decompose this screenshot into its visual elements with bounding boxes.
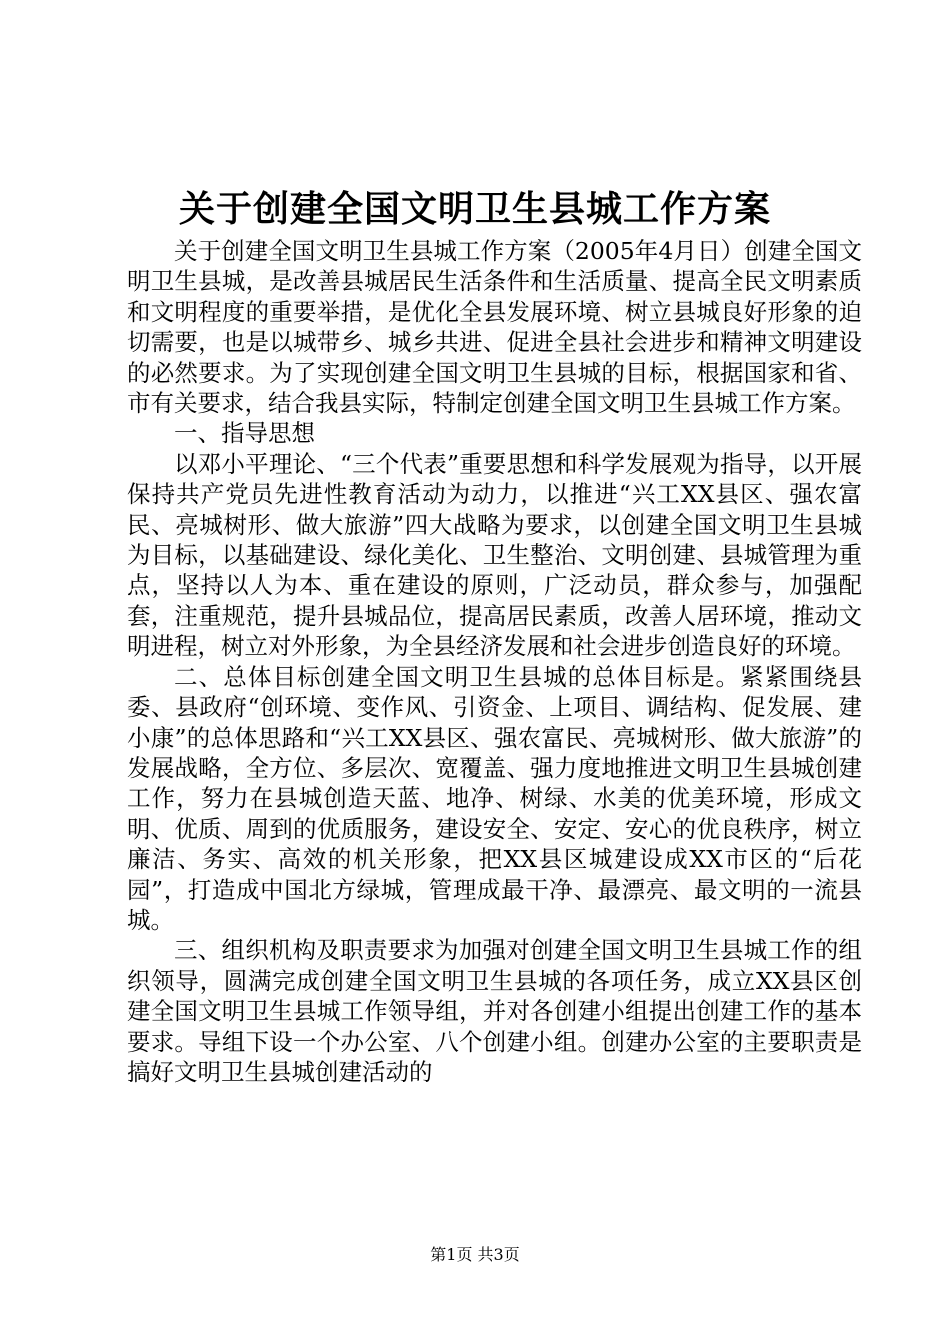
section-heading-guiding-ideology: 一、指导思想: [174, 419, 315, 448]
document-title: 关于创建全国文明卫生县城工作方案: [178, 188, 771, 230]
organization-paragraph: 三、组织机构及职责要求为加强对创建全国文明卫生县城工作的组织领导，圆满完成创建全国文明卫生县城的各项任务，成立XX县区创建全国文明卫生县城工作领导组，并对各创建小组提出创建工作的基本要求。导组下设一个办公室、八个创建小组。创建办公室的主要职责是搞好文明卫生县城创建活动的: [127, 936, 862, 1086]
page-footer: 第1页 共3页: [430, 1245, 520, 1264]
overall-goal-paragraph: 二、总体目标创建全国文明卫生县城的总体目标是。紧紧围绕县委、县政府“创环境、变作风、引资金、上项目、调结构、促发展、建小康”的总体思路和“兴工XX县区、强农富民、亮城树形、做大旅游”的发展战略，全方位、多层次、宽覆盖、强力度地推进文明卫生县城创建工作，努力在县城创造天蓝、地净、树绿、水美的优美环境，形成文明、优质、周到的优质服务，建设安全、安定、安心的优良秩序，树立廉洁、务实、高效的机关形象，把XX县区城建设成XX市区的“后花园”，打造成中国北方绿城，管理成最干净、最漂亮、最文明的一流县城。: [127, 662, 862, 934]
document-body: [127, 236, 862, 1087]
guiding-ideology-paragraph: 以邓小平理论、“三个代表”重要思想和科学发展观为指导，以开展保持共产党员先进性教育活动为动力，以推进“兴工XX县区、强农富民、亮城树形、做大旅游”四大战略为要求，以创建全国文明卫生县城为目标，以基础建设、绿化美化、卫生整治、文明创建、县城管理为重点，坚持以人为本、重在建设的原则，广泛动员，群众参与，加强配套，注重规范，提升县城品位，提高居民素质，改善人居环境，推动文明进程，树立对外形象，为全县经济发展和社会进步创造良好的环境。: [127, 449, 862, 661]
intro-paragraph: 关于创建全国文明卫生县城工作方案（2005年4月日）创建全国文明卫生县城，是改善县城居民生活条件和生活质量、提高全民文明素质和文明程度的重要举措，是优化全县发展环境、树立县城良好形象的迫切需要，也是以城带乡、城乡共进、促进全县社会进步和精神文明建设的必然要求。为了实现创建全国文明卫生县城的目标，根据国家和省、市有关要求，结合我县实际，特制定创建全国文明卫生县城工作方案。: [127, 237, 862, 418]
